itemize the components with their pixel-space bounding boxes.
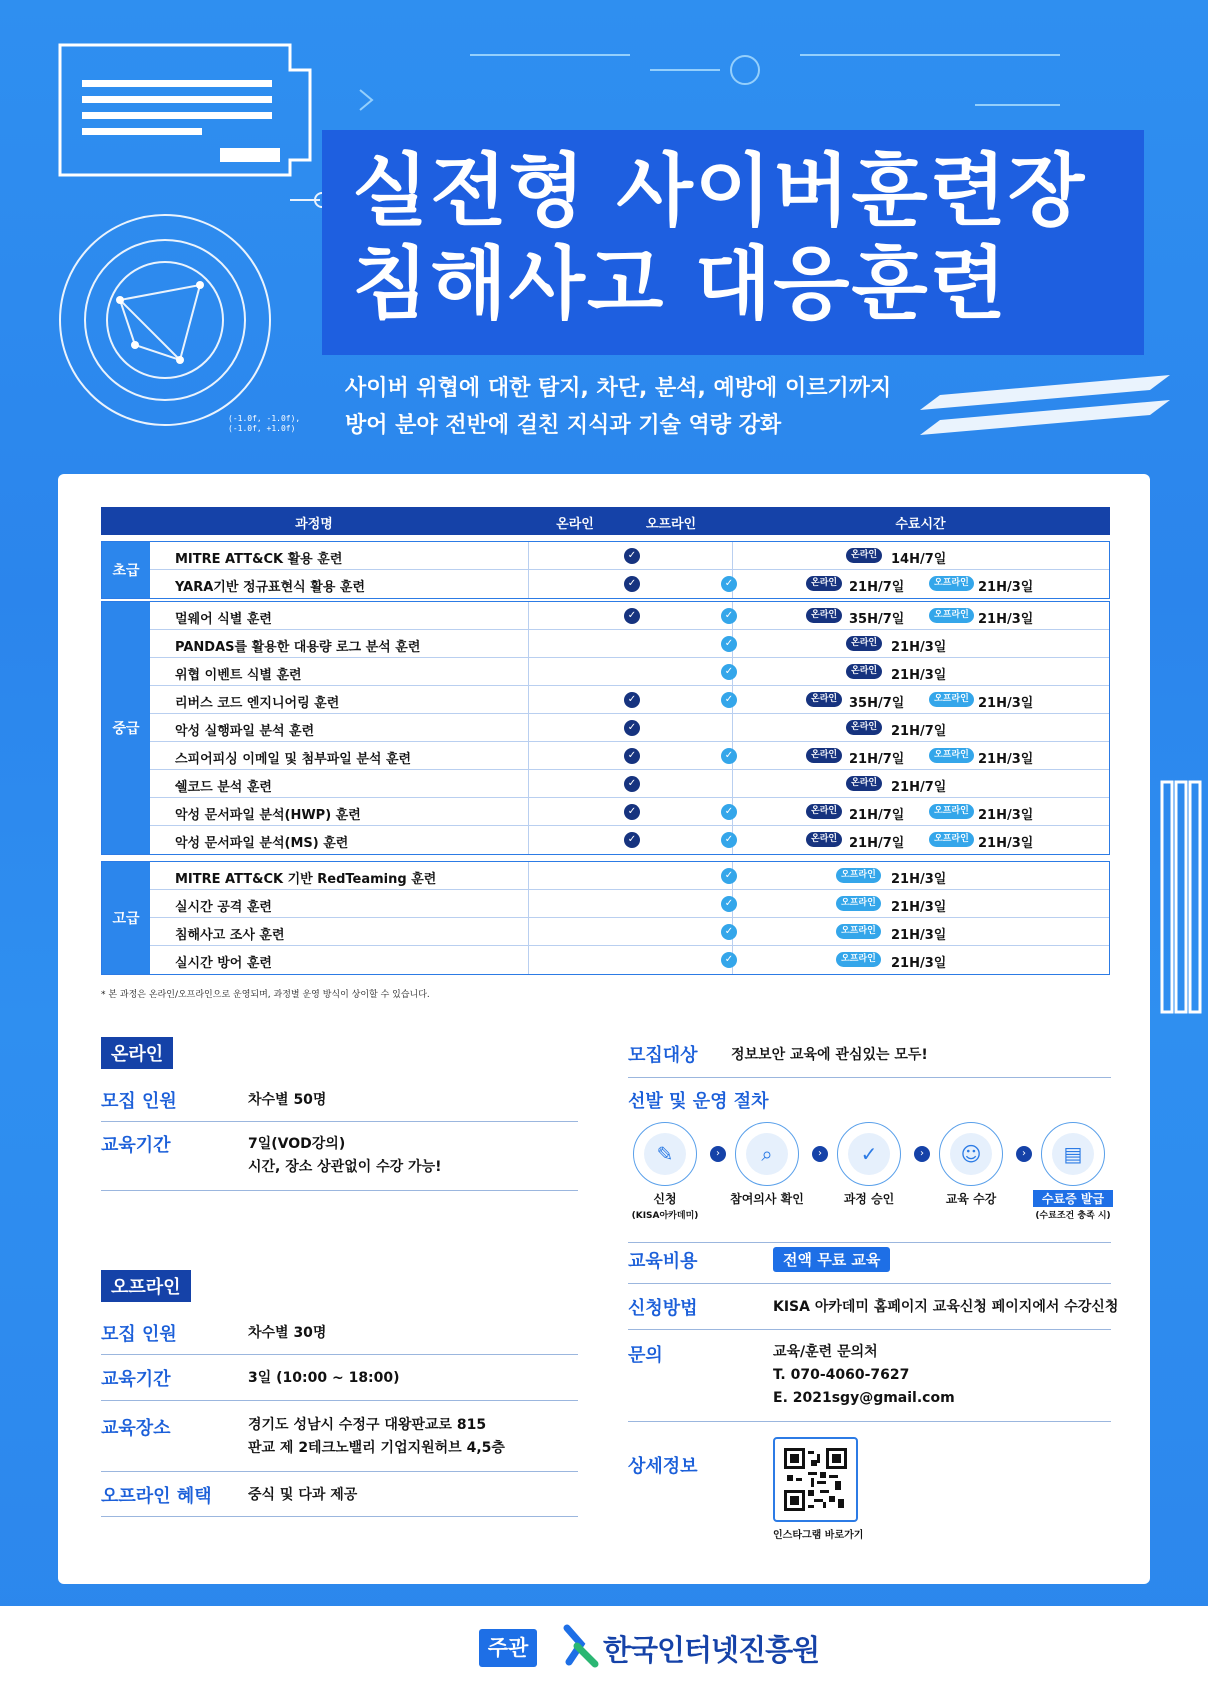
divider [101, 1471, 578, 1472]
online-period-value1: 7일(VOD강의) [248, 1136, 346, 1152]
offline-check-icon: ✓ [721, 636, 737, 652]
target-value: 정보보안 교육에 관심있는 모두! [731, 1047, 928, 1063]
online-badge: 온라인 [846, 720, 882, 735]
online-check-icon: ✓ [624, 608, 640, 624]
offline-badge: 오프라인 [836, 868, 881, 883]
contact-email: E. 2021sgy@gmail.com [773, 1390, 955, 1406]
table-row [150, 602, 1109, 630]
header-online: 온라인 [556, 517, 594, 532]
online-check-icon: ✓ [624, 748, 640, 764]
course-level-label: 중급 [102, 602, 150, 854]
course-group [101, 541, 1110, 599]
online-badge: 온라인 [806, 804, 842, 819]
table-row [150, 798, 1109, 826]
offline-hours: 21H/3일 [891, 928, 947, 943]
offline-period-label: 교육기간 [101, 1369, 171, 1390]
offline-check-icon: ✓ [721, 868, 737, 884]
offline-badge: 오프라인 [836, 896, 881, 911]
offline-hours: 21H/3일 [978, 580, 1034, 595]
course-name: 악성 문서파일 분석(MS) 훈련 [175, 836, 349, 851]
online-check-icon: ✓ [624, 804, 640, 820]
table-row [150, 918, 1109, 946]
svg-text:(-1.0f, +1.0f): (-1.0f, +1.0f) [228, 424, 296, 433]
course-name: 위협 이벤트 식별 훈련 [175, 668, 302, 683]
course-group [101, 601, 1110, 855]
offline-place-value2: 판교 제 2테크노밸리 기업지원허브 4,5층 [248, 1440, 505, 1456]
course-name: 쉘코드 분석 훈련 [175, 780, 272, 795]
table-row [150, 770, 1109, 798]
online-section-tag: 온라인 [101, 1037, 173, 1069]
process-step-2 [735, 1122, 799, 1186]
course-table-header [101, 507, 1110, 535]
detail-label: 상세정보 [628, 1456, 698, 1477]
qr-caption: 인스타그램 바로가기 [773, 1530, 864, 1541]
offline-check-icon: ✓ [721, 748, 737, 764]
divider [628, 1329, 1111, 1330]
side-bars-decoration [1158, 780, 1208, 1020]
offline-hours: 21H/3일 [978, 612, 1034, 627]
divider [628, 1283, 1111, 1284]
process-step-label: 교육 수강 [945, 1192, 997, 1206]
offline-benefit-label: 오프라인 혜택 [101, 1486, 212, 1507]
offline-badge: 오프라인 [929, 804, 974, 819]
online-period-label: 교육기간 [101, 1135, 171, 1156]
contact-line1: 교육/훈련 문의처 [773, 1344, 878, 1360]
online-hours: 21H/7일 [849, 808, 905, 823]
online-check-icon: ✓ [624, 692, 640, 708]
process-step-note: (KISA아카데미) [631, 1211, 699, 1221]
process-step-label: 과정 승인 [843, 1192, 895, 1206]
offline-badge: 오프라인 [929, 692, 974, 707]
course-level-label: 고급 [102, 862, 150, 974]
header-offline: 오프라인 [645, 517, 697, 532]
table-row [150, 570, 1109, 598]
step-icon: ▤ [1052, 1133, 1094, 1175]
online-badge: 온라인 [806, 608, 842, 623]
course-name: 악성 문서파일 분석(HWP) 훈련 [175, 808, 361, 823]
offline-recruit-value: 차수별 30명 [248, 1325, 327, 1341]
divider [628, 1242, 1111, 1243]
course-name: 리버스 코드 엔지니어링 훈련 [175, 696, 340, 711]
online-hours: 21H/3일 [891, 640, 947, 655]
apply-value: KISA 아카데미 홈페이지 교육신청 페이지에서 수강신청 [773, 1299, 1119, 1315]
online-hours: 21H/7일 [849, 580, 905, 595]
org-name: 한국인터넷진흥원 [603, 1633, 820, 1667]
online-hours: 21H/7일 [891, 780, 947, 795]
online-badge: 온라인 [846, 548, 882, 563]
divider [101, 1190, 578, 1191]
online-check-icon: ✓ [624, 576, 640, 592]
chevron-right-icon: › [914, 1146, 930, 1162]
offline-check-icon: ✓ [721, 804, 737, 820]
course-name: MITRE ATT&CK 활용 훈련 [175, 552, 343, 567]
course-name: 멀웨어 식별 훈련 [175, 612, 272, 627]
header-hours: 수료시간 [895, 517, 946, 532]
qr-pattern [784, 1448, 847, 1511]
online-badge: 온라인 [846, 776, 882, 791]
offline-hours: 21H/3일 [891, 956, 947, 971]
course-name: PANDAS를 활용한 대용량 로그 분석 훈련 [175, 640, 421, 655]
hero-title-line2: 침해사고 대응훈련 [352, 238, 1009, 330]
online-hours: 21H/7일 [849, 752, 905, 767]
divider [101, 1400, 578, 1401]
table-row [150, 630, 1109, 658]
offline-hours: 21H/3일 [891, 872, 947, 887]
online-hours: 21H/3일 [891, 668, 947, 683]
step-icon: ⌕ [746, 1133, 788, 1175]
course-group [101, 861, 1110, 975]
process-step-note: (수료조건 충족 시) [1035, 1211, 1111, 1221]
course-name: 침해사고 조사 훈련 [175, 928, 285, 943]
online-recruit-label: 모집 인원 [101, 1091, 177, 1112]
online-hours: 14H/7일 [891, 552, 947, 567]
offline-badge: 오프라인 [836, 952, 881, 967]
course-name: 실시간 방어 훈련 [175, 956, 272, 971]
offline-check-icon: ✓ [721, 832, 737, 848]
table-note: * 본 과정은 온라인/오프라인으로 운영되며, 과정별 운영 방식이 상이할 수 있습니다. [101, 990, 430, 1000]
process-step-5 [1041, 1122, 1105, 1186]
contact-phone: T. 070-4060-7627 [773, 1367, 910, 1383]
qr-code[interactable] [773, 1437, 858, 1522]
table-row [150, 658, 1109, 686]
offline-badge: 오프라인 [836, 924, 881, 939]
online-check-icon: ✓ [624, 832, 640, 848]
online-hours: 21H/7일 [891, 724, 947, 739]
table-row [150, 686, 1109, 714]
online-check-icon: ✓ [624, 720, 640, 736]
target-label: 모집대상 [628, 1045, 698, 1066]
offline-recruit-label: 모집 인원 [101, 1324, 177, 1345]
divider [628, 1077, 1111, 1078]
offline-badge: 오프라인 [929, 832, 974, 847]
online-period-value2: 시간, 장소 상관없이 수강 가능! [248, 1159, 442, 1175]
offline-check-icon: ✓ [721, 576, 737, 592]
offline-hours: 21H/3일 [978, 752, 1034, 767]
offline-hours: 21H/3일 [978, 836, 1034, 851]
table-row [150, 714, 1109, 742]
online-hours: 21H/7일 [849, 836, 905, 851]
chevron-right-icon: › [1016, 1146, 1032, 1162]
svg-text:(-1.0f, -1.0f),: (-1.0f, -1.0f), [228, 414, 301, 423]
step-icon: ✎ [644, 1133, 686, 1175]
step-icon: ☺ [950, 1133, 992, 1175]
chevron-right-icon: › [812, 1146, 828, 1162]
kisa-logo-icon [563, 1624, 599, 1668]
host-tag: 주관 [479, 1629, 537, 1667]
course-level-label: 초급 [102, 542, 150, 598]
header-course: 과정명 [295, 517, 333, 532]
divider [101, 1121, 578, 1122]
offline-check-icon: ✓ [721, 692, 737, 708]
offline-hours: 21H/3일 [978, 808, 1034, 823]
offline-section-tag: 오프라인 [101, 1270, 191, 1302]
offline-check-icon: ✓ [721, 664, 737, 680]
divider [101, 1516, 578, 1517]
table-row [150, 826, 1109, 854]
offline-hours: 21H/3일 [891, 900, 947, 915]
online-hours: 35H/7일 [849, 696, 905, 711]
offline-check-icon: ✓ [721, 924, 737, 940]
hero-title-box [322, 130, 1144, 355]
offline-period-value: 3일 (10:00 ~ 18:00) [248, 1370, 400, 1386]
course-name: 스피어피싱 이메일 및 첨부파일 분석 훈련 [175, 752, 412, 767]
offline-badge: 오프라인 [929, 576, 974, 591]
online-badge: 온라인 [846, 664, 882, 679]
process-step-label: 신청 [653, 1192, 677, 1206]
hero-subtitle-line2: 방어 분야 전반에 걸친 지식과 기술 역량 강화 [345, 413, 782, 438]
online-badge: 온라인 [806, 576, 842, 591]
course-name: 실시간 공격 훈련 [175, 900, 272, 915]
online-badge: 온라인 [846, 636, 882, 651]
cost-pill: 전액 무료 교육 [773, 1247, 890, 1272]
divider [101, 1354, 578, 1355]
process-step-label: 수료증 발급 [1033, 1190, 1113, 1207]
online-badge: 온라인 [806, 832, 842, 847]
table-row [150, 542, 1109, 570]
process-step-label: 참여의사 확인 [730, 1192, 804, 1206]
online-hours: 35H/7일 [849, 612, 905, 627]
contact-label: 문의 [628, 1345, 663, 1366]
table-row [150, 946, 1109, 974]
offline-benefit-value: 중식 및 다과 제공 [248, 1487, 358, 1503]
process-step-1 [633, 1122, 697, 1186]
online-recruit-value: 차수별 50명 [248, 1092, 327, 1108]
online-check-icon: ✓ [624, 776, 640, 792]
offline-place-value1: 경기도 성남시 수정구 대왕판교로 815 [248, 1417, 487, 1433]
process-step-3 [837, 1122, 901, 1186]
process-step-4 [939, 1122, 1003, 1186]
offline-check-icon: ✓ [721, 608, 737, 624]
apply-label: 신청방법 [628, 1298, 698, 1319]
offline-badge: 오프라인 [929, 608, 974, 623]
course-name: 악성 실행파일 분석 훈련 [175, 724, 315, 739]
step-icon: ✓ [848, 1133, 890, 1175]
cost-label: 교육비용 [628, 1251, 698, 1272]
footer [0, 1606, 1208, 1701]
online-badge: 온라인 [806, 692, 842, 707]
offline-check-icon: ✓ [721, 952, 737, 968]
offline-place-label: 교육장소 [101, 1418, 171, 1439]
divider [628, 1421, 1111, 1422]
offline-check-icon: ✓ [721, 896, 737, 912]
course-name: YARA기반 정규표현식 활용 훈련 [175, 580, 366, 595]
offline-hours: 21H/3일 [978, 696, 1034, 711]
online-check-icon: ✓ [624, 548, 640, 564]
online-badge: 온라인 [806, 748, 842, 763]
course-name: MITRE ATT&CK 기반 RedTeaming 훈련 [175, 872, 437, 887]
hero-subtitle-line1: 사이버 위협에 대한 탐지, 차단, 분석, 예방에 이르기까지 [345, 376, 892, 401]
table-row [150, 890, 1109, 918]
table-row [150, 862, 1109, 890]
table-row [150, 742, 1109, 770]
process-label: 선발 및 운영 절차 [628, 1091, 769, 1112]
offline-badge: 오프라인 [929, 748, 974, 763]
hero-title-line1: 실전형 사이버훈련장 [352, 145, 1087, 237]
chevron-right-icon: › [710, 1146, 726, 1162]
